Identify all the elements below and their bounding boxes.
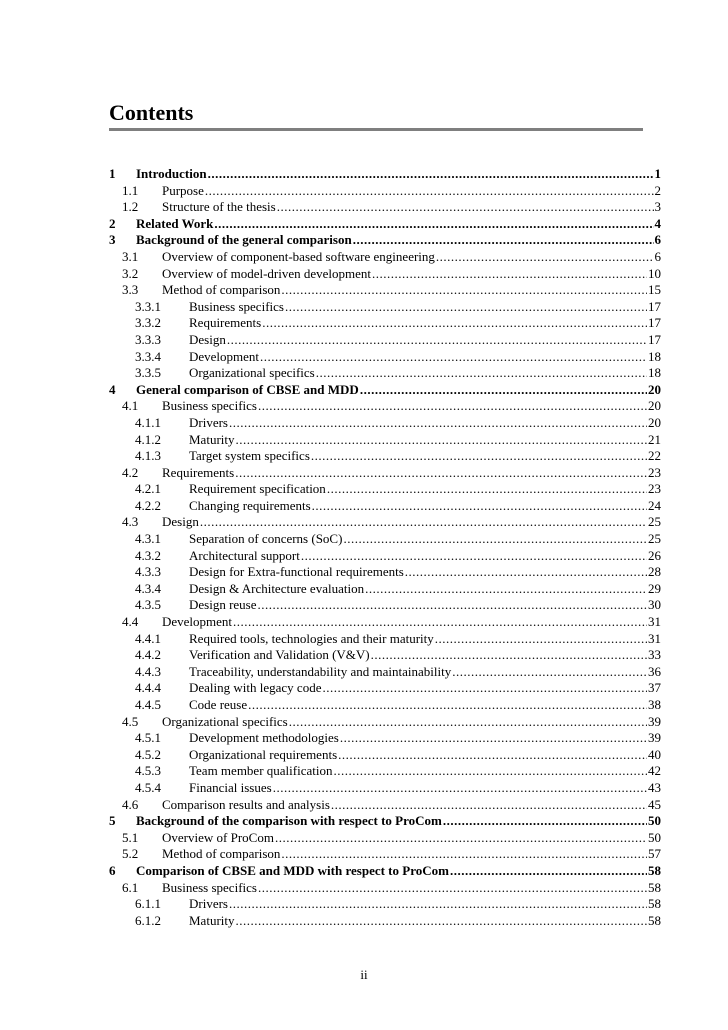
toc-entry-title: Organizational requirements [189,746,338,762]
toc-entry[interactable] [109,548,661,565]
toc-entry-title: Architectural support [189,547,300,563]
toc-entry-number: 4 [109,381,116,397]
toc-entry-number: 1.2 [122,199,139,215]
toc-entry-page: 26 [648,547,661,563]
toc-entry[interactable] [109,913,661,930]
toc-entry-title: Introduction [136,166,207,181]
toc-entry-page: 20 [648,414,661,430]
toc-entry-page: 33 [648,647,661,663]
toc-entry-number: 4.3 [122,514,139,530]
toc-entry[interactable] [109,664,661,681]
toc-entry[interactable] [109,498,661,515]
toc-entry-number: 3.3.4 [135,348,161,364]
toc-entry[interactable] [109,282,661,299]
toc-entry[interactable] [109,697,661,714]
dot-leader [327,481,647,498]
toc-entry-number: 5.1 [122,829,139,845]
toc-entry-title: Traceability, understandability and maintainability [189,663,452,679]
toc-entry[interactable] [109,216,661,233]
toc-entry-number: 6.1.1 [135,896,161,912]
toc-entry-title: Financial issues [189,779,272,795]
toc-entry-page: 40 [648,746,661,762]
toc-entry-page: 20 [648,381,661,397]
toc-entry-title: Development methodologies [189,730,339,746]
page-number: ii [360,967,368,982]
toc-entry-page: 6 [654,248,661,264]
toc-entry[interactable] [109,797,661,814]
toc-entry-number: 3 [109,232,116,248]
toc-entry-page: 2 [654,182,661,198]
dot-leader [322,680,647,697]
toc-entry-title: Design [189,331,226,347]
toc-entry[interactable] [109,631,661,648]
toc-entry-number: 4.3.3 [135,564,161,580]
toc-entry-page: 3 [654,199,661,215]
toc-entry-title: Background of the comparison with respect to ProCom [136,813,442,829]
toc-entry-page: 28 [648,564,661,580]
toc-entry-page: 21 [648,431,661,447]
toc-entry-title: Structure of the thesis [162,199,276,215]
dot-leader [227,332,647,349]
toc-entry-page: 30 [648,597,661,613]
toc-entry-title: Method of comparison [162,846,281,862]
toc-entry-page: 42 [648,763,661,779]
toc-entry-number: 3.3 [122,282,139,298]
toc-entry[interactable] [109,266,661,283]
toc-entry-number: 4.1.3 [135,448,161,464]
toc-entry-number: 4.5.2 [135,746,161,762]
dot-leader [258,880,647,897]
toc-entry-page: 50 [648,829,661,845]
toc-entry[interactable] [109,714,661,731]
dot-leader [365,581,647,598]
toc-entry[interactable] [109,249,661,266]
dot-leader [275,830,647,847]
toc-entry-page: 18 [648,348,661,364]
toc-entry-number: 3.3.5 [135,365,161,381]
toc-entry-page: 36 [648,663,661,679]
dot-leader [360,382,647,399]
dot-leader [200,514,647,531]
toc-entry-title: Requirements [189,315,262,331]
toc-entry-title: Business specifics [162,398,257,414]
toc-entry[interactable] [109,581,661,598]
toc-entry-number: 4.2 [122,464,139,480]
toc-entry[interactable] [109,780,661,797]
toc-entry-page: 24 [648,497,661,513]
toc-entry[interactable] [109,183,661,200]
toc-entry[interactable] [109,813,661,830]
toc-entry[interactable] [109,199,661,216]
dot-leader [443,813,647,830]
toc-entry-title: Changing requirements [189,497,311,513]
toc-entry-page: 23 [648,481,661,497]
toc-entry-title: Dealing with legacy code [189,680,322,696]
toc-entry-page: 58 [648,862,661,878]
toc-entry-title: Development [189,348,260,364]
toc-entry-number: 4.3.2 [135,547,161,563]
dot-leader [452,664,647,681]
dot-leader [450,863,647,880]
toc-entry-title: Overview of component-based software engineering [162,248,435,264]
toc-entry[interactable] [109,614,661,631]
toc-entry-title: Related Work [136,215,214,231]
toc-entry-page: 22 [648,448,661,464]
toc-entry[interactable] [109,166,661,183]
dot-leader [338,747,647,764]
dot-leader [435,631,647,648]
toc-entry-page: 31 [648,614,661,630]
toc-entry-number: 4.5.3 [135,763,161,779]
toc-entry[interactable] [109,465,661,482]
toc-entry-number: 4.6 [122,796,139,812]
toc-entry-number: 4.3.5 [135,597,161,613]
toc-entry[interactable] [109,514,661,531]
toc-entry-title: Business specifics [162,879,257,895]
dot-leader [208,166,654,183]
toc-entry[interactable] [109,382,661,399]
toc-entry-title: Design [162,514,199,530]
dot-leader [311,448,647,465]
toc-entry-title: Comparison results and analysis [162,796,330,812]
toc-entry[interactable] [109,349,661,366]
toc-entry-number: 4.3.1 [135,531,161,547]
dot-leader [262,315,647,332]
dot-leader [235,465,647,482]
toc-entry-title: Business specifics [189,298,284,314]
toc-entry[interactable] [109,763,661,780]
dot-leader [281,282,647,299]
toc-entry-title: Required tools, technologies and their maturity [189,630,434,646]
toc-entry-title: Drivers [189,896,228,912]
toc-entry[interactable] [109,531,661,548]
toc-entry[interactable] [109,747,661,764]
toc-entry-title: Overview of model-driven development [162,265,372,281]
dot-leader [333,763,647,780]
toc-entry[interactable] [109,448,661,465]
toc-entry-page: 29 [648,580,661,596]
toc-entry[interactable] [109,896,661,913]
toc-entry[interactable] [109,830,661,847]
toc-entry-number: 4.4.4 [135,680,161,696]
toc-entry[interactable] [109,332,661,349]
toc-entry[interactable] [109,398,661,415]
toc-entry-title: Maturity [189,431,235,447]
toc-entry-title: Background of the general comparison [136,232,352,248]
dot-leader [353,232,654,249]
toc-entry-title: Design & Architecture evaluation [189,580,365,596]
toc-entry[interactable] [109,880,661,897]
dot-leader [285,299,647,316]
toc-entry[interactable] [109,846,661,863]
dot-leader [343,531,647,548]
toc-entry-title: Team member qualification [189,763,333,779]
dot-leader [214,216,653,233]
toc-entry-number: 4.3.4 [135,580,161,596]
toc-entry-title: Target system specifics [189,448,310,464]
dot-leader [258,597,647,614]
toc-entry-page: 50 [648,813,661,829]
toc-entry-number: 4.4.5 [135,697,161,712]
toc-entry-title: Drivers [189,414,228,430]
toc-entry[interactable] [109,315,661,332]
toc-entry-page: 39 [648,730,661,746]
dot-leader [312,498,647,515]
toc-entry[interactable] [109,415,661,432]
toc-entry-number: 4.5.4 [135,779,161,795]
dot-leader [248,697,647,714]
toc-entry-title: Comparison of CBSE and MDD with respect to ProCom [136,862,449,878]
toc-entry-number: 3.3.1 [135,298,161,314]
toc-entry-page: 39 [648,713,661,729]
toc-entry-page: 57 [648,846,661,862]
toc-entry-number: 1.1 [122,182,139,198]
toc-entry[interactable] [109,863,661,880]
toc-entry-number: 6.1.2 [135,912,161,928]
title-rule [109,128,643,131]
toc-entry-title: Maturity [189,912,235,928]
toc-entry[interactable] [109,564,661,581]
toc-entry-number: 5 [109,813,116,829]
dot-leader [229,896,647,913]
toc-entry-page: 43 [648,779,661,795]
toc-entry-page: 31 [648,630,661,646]
toc-entry-page: 58 [648,879,661,895]
toc-entry-title: Verification and Validation (V&V) [189,647,370,663]
toc-entry-number: 2 [109,215,116,231]
toc-entry-number: 4.5 [122,713,139,729]
toc-entry-page: 45 [648,796,661,812]
toc-entry[interactable] [109,365,661,382]
toc-entry-number: 4.4.1 [135,630,161,646]
toc-entry-number: 4.1 [122,398,139,414]
toc-entry-page: 58 [648,896,661,912]
toc-entry-number: 4.4 [122,614,139,630]
dot-leader [205,183,654,200]
toc-entry-page: 4 [654,215,661,231]
toc-entry-page: 25 [648,531,661,547]
toc-entry-title: Overview of ProCom [162,829,274,845]
toc-entry-number: 4.2.1 [135,481,161,497]
toc-entry-page: 25 [648,514,661,530]
toc-entry-number: 3.3.3 [135,331,161,347]
dot-leader [236,913,648,930]
dot-leader [258,398,647,415]
toc-entry-title: Requirements [162,464,235,480]
dot-leader [229,415,647,432]
dot-leader [331,797,647,814]
dot-leader [273,780,647,797]
dot-leader [436,249,654,266]
toc-entry-page: 10 [648,265,661,281]
toc-entry-title: Design reuse [189,597,257,613]
dot-leader [236,432,648,449]
toc-entry[interactable] [109,481,661,498]
dot-leader [281,846,647,863]
dot-leader [277,199,654,216]
toc-entry-title: Purpose [162,182,204,198]
toc-entry-title: Organizational specifics [189,365,315,381]
page-title: Contents [109,100,194,125]
toc-entry-page: 17 [648,315,661,331]
dot-leader [340,730,647,747]
table-of-contents [109,166,661,929]
dot-leader [316,365,647,382]
dot-leader [405,564,647,581]
toc-entry-title: General comparison of CBSE and MDD [136,381,359,397]
toc-entry-title: Code reuse [189,697,248,712]
toc-entry[interactable] [109,299,661,316]
toc-entry-number: 3.1 [122,248,139,264]
toc-entry-page: 6 [654,232,661,248]
toc-entry-page: 18 [648,365,661,381]
toc-entry-page: 58 [648,912,661,928]
toc-entry-page: 17 [648,331,661,347]
toc-entry-number: 1 [109,166,116,181]
toc-entry-number: 4.4.2 [135,647,161,663]
toc-entry-number: 4.2.2 [135,497,161,513]
toc-entry[interactable] [109,597,661,614]
toc-entry-number: 6.1 [122,879,139,895]
toc-entry-page: 17 [648,298,661,314]
toc-entry-title: Method of comparison [162,282,281,298]
toc-entry-number: 6 [109,862,116,878]
toc-entry-title: Organizational specifics [162,713,288,729]
toc-entry[interactable] [109,647,661,664]
dot-leader [289,714,647,731]
toc-entry-title: Requirement specification [189,481,326,497]
dot-leader [233,614,647,631]
toc-entry[interactable] [109,680,661,697]
dot-leader [372,266,647,283]
toc-entry-title: Separation of concerns (SoC) [189,531,343,547]
toc-entry-page: 23 [648,464,661,480]
toc-entry-title: Design for Extra-functional requirements [189,564,404,580]
toc-entry[interactable] [109,232,661,249]
dot-leader [371,647,647,664]
toc-entry-number: 4.4.3 [135,663,161,679]
toc-entry-number: 4.1.1 [135,414,161,430]
toc-entry-number: 3.2 [122,265,139,281]
toc-entry-page: 37 [648,680,661,696]
toc-entry[interactable] [109,730,661,747]
toc-entry-number: 5.2 [122,846,139,862]
toc-entry-page: 38 [648,697,661,712]
toc-entry[interactable] [109,432,661,449]
toc-entry-page: 1 [654,166,661,181]
toc-entry-page: 15 [648,282,661,298]
toc-entry-title: Development [162,614,233,630]
toc-entry-number: 4.1.2 [135,431,161,447]
dot-leader [260,349,647,366]
dot-leader [301,548,647,565]
toc-entry-page: 20 [648,398,661,414]
toc-entry-number: 3.3.2 [135,315,161,331]
toc-entry-number: 4.5.1 [135,730,161,746]
